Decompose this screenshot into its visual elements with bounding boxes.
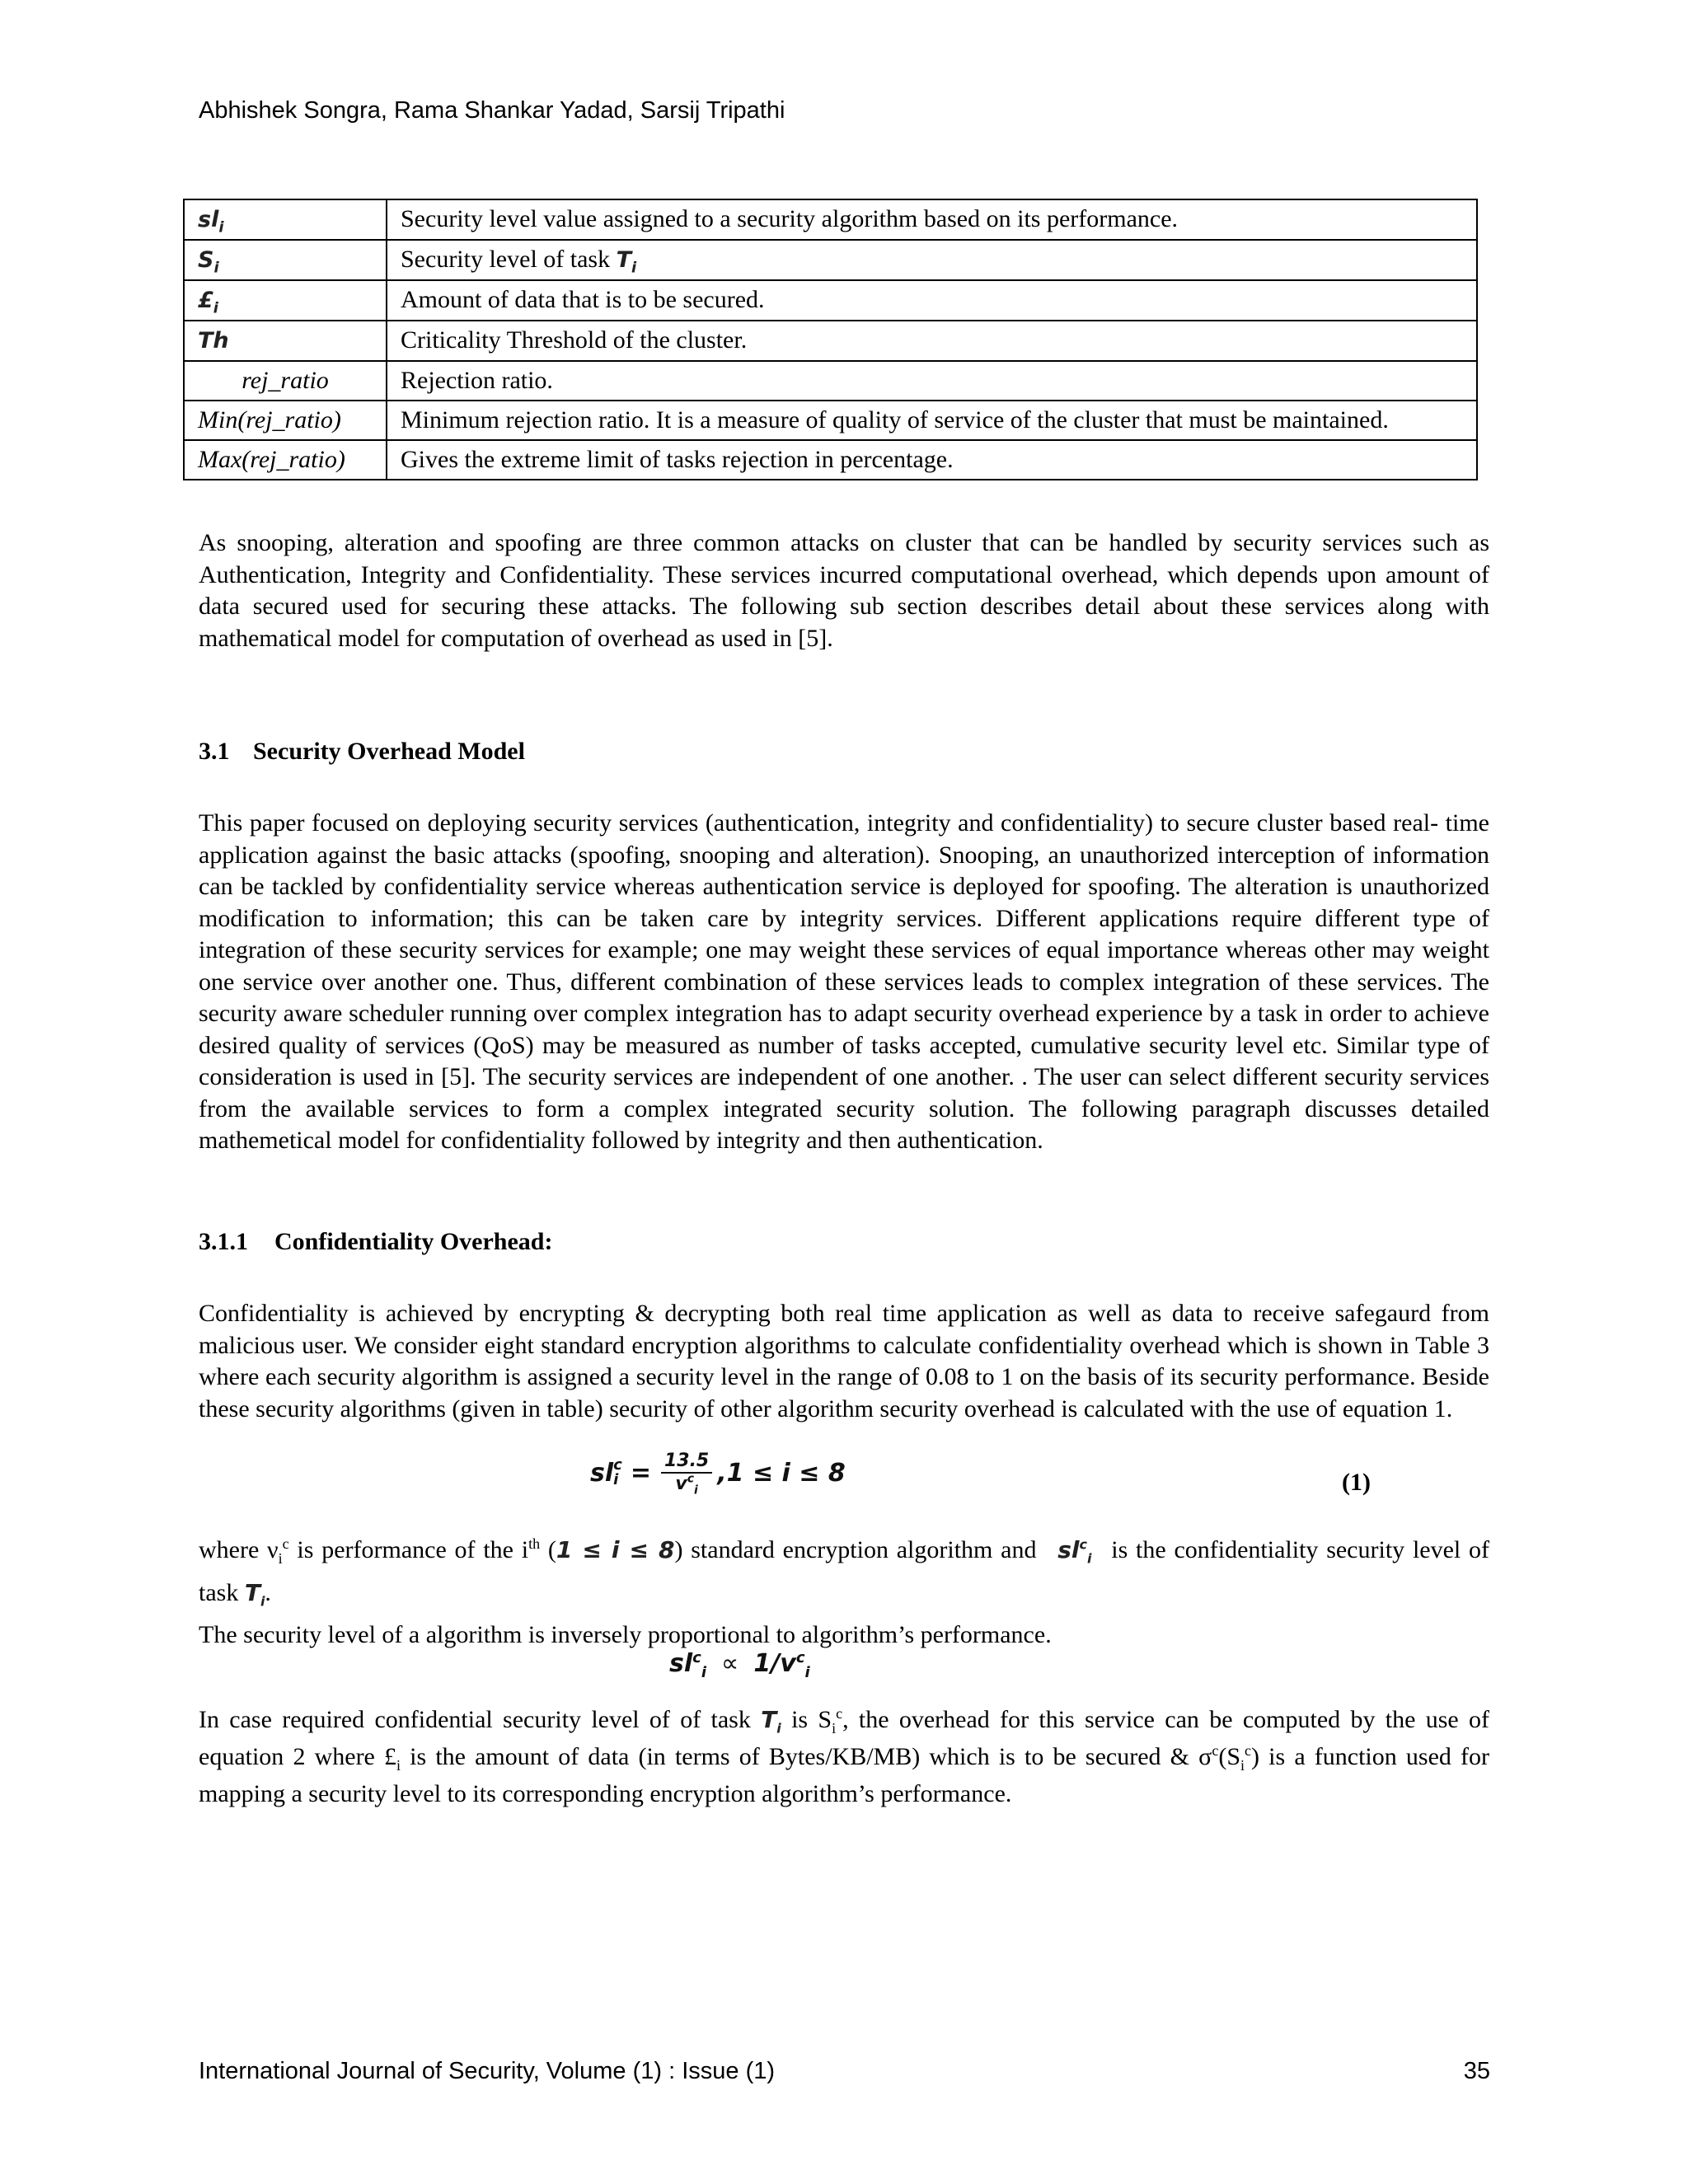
table-row	[184, 440, 1477, 480]
paragraph-intro: As snooping, alteration and spoofing are three common attacks on cluster that can be handled by security services such as Authentication, Integrity and Confidentiality. These services incurred computational overhead, which depends upon amount of data secured used for securing these attacks. The following sub section describes detail about these services along with mathematical model for computation of overhead as used in [5].	[199, 529, 1489, 652]
table-description: Minimum rejection ratio. It is a measure of quality of service of the cluster that must be maintained.	[387, 401, 1477, 440]
equation-1: sl c i = $\frac{13.5}{v^c_i}$ ,1 ≤ i ≤ 8	[590, 1451, 846, 1497]
table-row	[184, 361, 1477, 401]
symbol-table	[183, 199, 1478, 480]
footer-journal: International Journal of Security, Volume (1) : Issue (1)	[199, 2058, 776, 2084]
table-symbol: Max(rej_ratio)	[184, 440, 387, 480]
table-row	[184, 280, 1477, 321]
table-description: Rejection ratio.	[387, 361, 1477, 401]
table-description: Security level value assigned to a security algorithm based on its performance.	[387, 199, 1477, 240]
paragraph-inverse: The security level of a algorithm is inversely proportional to algorithm’s performance.	[199, 1621, 1052, 1648]
equation-2: $sl^c_i \propto 1/v^c_i$	[669, 1649, 810, 1681]
table-symbol: Th	[184, 321, 387, 361]
table-description: Criticality Threshold of the cluster.	[387, 321, 1477, 361]
table-description: Security level of task $T_i$	[387, 240, 1477, 280]
running-header: Abhishek Songra, Rama Shankar Yadad, Sarsij Tripathi	[199, 97, 785, 124]
table-description: Amount of data that is to be secured.	[387, 280, 1477, 321]
equation-number: (1)	[1342, 1469, 1371, 1496]
paragraph-security-overhead: This paper focused on deploying security services (authentication, integrity and confidentiality) to secure cluster based real- time application against the basic attacks (spoofing, snooping and alteration). Snooping, an unauthorized interception of information can be tackled by confidentiality service whereas authentication service is deployed for spoofing. The alteration is unauthorized modification to information; this can be taken care by integrity services. Different applications require different type of integration of these security services for example; one may weight these services of equal importance whereas other may weight one service over another one. Thus, different combination of these services leads to complex integration of these services. The security aware scheduler running over complex integration has to adapt security overhead experience by a task in order to achieve desired quality of services (QoS) may be measured as number of tasks accepted, cumulative security level etc. Similar type of consideration is used in [5]. The security services are independent of one another. . The user can select different security services from the available services to form a complex integrated security solution. The following paragraph discusses detailed mathemetical model for confidentiality followed by integrity and then authentication.	[199, 809, 1489, 1154]
section-heading-3-1-1: 3.1.1 Confidentiality Overhead:	[199, 1228, 553, 1255]
table-row	[184, 321, 1477, 361]
page-number: 35	[1463, 2058, 1490, 2084]
table-symbol: $sl_i$	[184, 199, 387, 240]
fraction: $\frac{13.5}{v^c_i}$	[661, 1451, 712, 1495]
paragraph-overhead: In case required confidential security level of of task $T_i$ is $S_i^c$, the overhead for this service can be computed by the use of equation 2 where $£_i$ is the amount of data (in terms of Bytes/KB/MB) which is to be secured & $\sigma^c(S_i^c)$ is a function used for mapping a security level to its corresponding encryption algorithm’s performance.	[199, 1705, 1490, 1807]
table-symbol: rej_ratio	[184, 361, 387, 401]
table-description: Gives the extreme limit of tasks rejection in percentage.	[387, 440, 1477, 480]
table-row	[184, 240, 1477, 280]
section-heading-3-1: 3.1 Security Overhead Model	[199, 738, 525, 765]
table-symbol: $£_i$	[184, 280, 387, 321]
table-row	[184, 199, 1477, 240]
paragraph-confidentiality: Confidentiality is achieved by encrypting & decrypting both real time application as well as data to receive safegaurd from malicious user. We consider eight standard encryption algorithms to calculate confidentiality overhead which is shown in Table 3 where each security algorithm is assigned a security level in the range of 0.08 to 1 on the basis of its security performance. Beside these security algorithms (given in table) security of other algorithm security overhead is calculated with the use of equation 1.	[199, 1300, 1489, 1422]
table-row	[184, 401, 1477, 440]
paragraph-where: where $\nu_i^c$ is performance of the $i^{th}$ (1 ≤ i ≤ 8) standard encryption algorithm and $sl^c_i$ is the confidentiality security level of task $T_i$.	[199, 1535, 1490, 1610]
table-symbol: Min(rej_ratio)	[184, 401, 387, 440]
table-symbol: $S_i$	[184, 240, 387, 280]
